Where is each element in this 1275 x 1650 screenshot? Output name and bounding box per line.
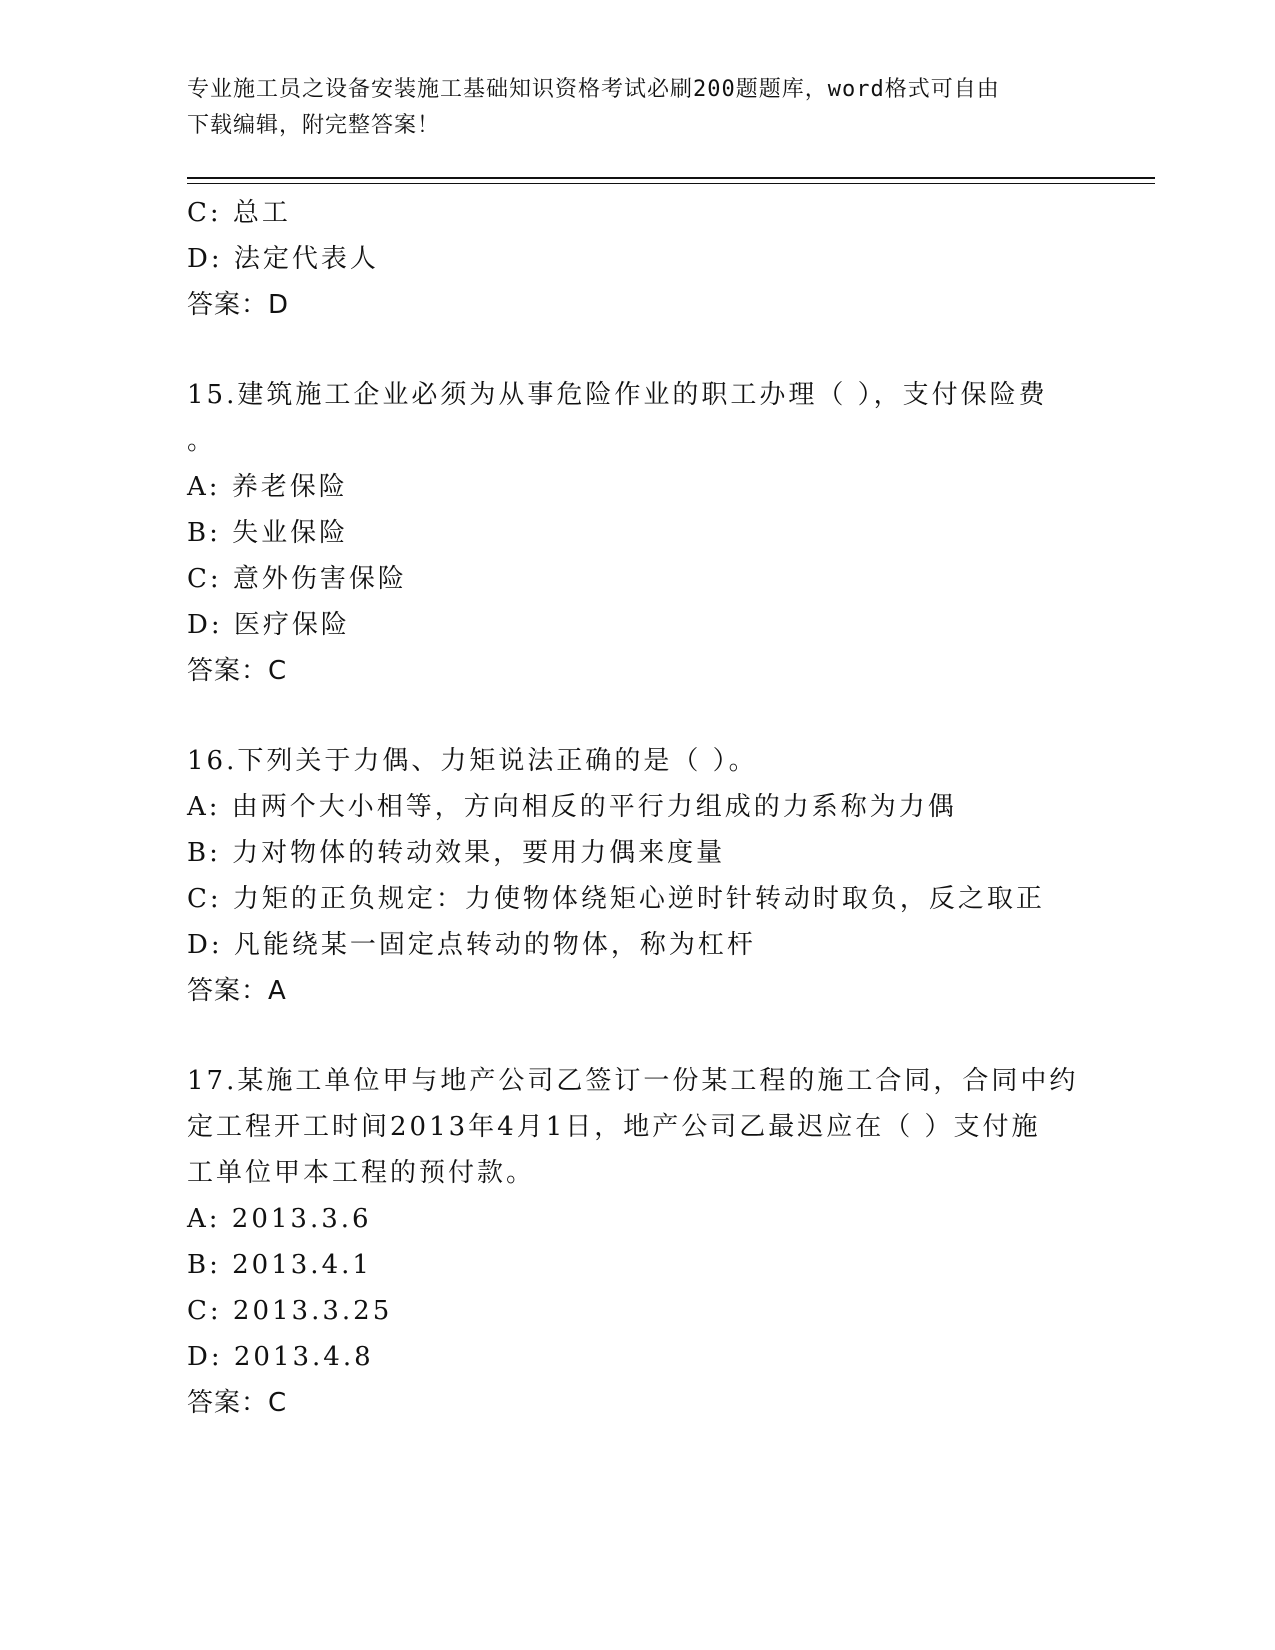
question-17 <box>187 1058 1087 1426</box>
q16-option-c: C: 力矩的正负规定：力使物体绕矩心逆时针转动时取负，反之取正 <box>187 884 1045 914</box>
q16-answer: 答案：A <box>187 976 287 1006</box>
q17-option-c: C: 2013.3.25 <box>187 1296 393 1326</box>
q16-stem: 16.下列关于力偶、力矩说法正确的是（ ）。 <box>187 746 758 776</box>
question-15 <box>187 372 1087 694</box>
q15-option-d: D: 医疗保险 <box>187 610 350 640</box>
q17-option-a: A: 2013.3.6 <box>187 1204 372 1234</box>
question-14-tail <box>187 190 1087 328</box>
question-16 <box>187 738 1087 1014</box>
q14-option-d: D: 法定代表人 <box>187 244 379 274</box>
q14-option-c: C: 总工 <box>187 198 291 228</box>
q17-answer: 答案：C <box>187 1388 288 1418</box>
q16-option-a: A: 由两个大小相等，方向相反的平行力组成的力系称为力偶 <box>187 792 957 822</box>
q16-option-b: B: 力对物体的转动效果，要用力偶来度量 <box>187 838 726 868</box>
header-rule-thin <box>187 183 1155 184</box>
q16-option-d: D: 凡能绕某一固定点转动的物体，称为杠杆 <box>187 930 756 960</box>
q17-option-d: D: 2013.4.8 <box>187 1342 374 1372</box>
document-header <box>187 72 1067 144</box>
q17-option-b: B: 2013.4.1 <box>187 1250 372 1280</box>
header-rule-thick <box>187 177 1155 179</box>
q17-stem-line-1: 17.某施工单位甲与地产公司乙签订一份某工程的施工合同，合同中约 <box>187 1066 1079 1096</box>
q14-answer: 答案：D <box>187 290 290 320</box>
q15-stem-line-1: 15.建筑施工企业必须为从事危险作业的职工办理（ ），支付保险费 <box>187 380 1048 410</box>
q17-stem-line-3: 工单位甲本工程的预付款。 <box>187 1158 536 1188</box>
header-line-2: 下载编辑，附完整答案！ <box>187 113 441 138</box>
header-line-1: 专业施工员之设备安装施工基础知识资格考试必刷200题题库，word格式可自由 <box>187 77 1000 102</box>
q15-stem-line-2: 。 <box>187 426 217 456</box>
q17-stem-line-2: 定工程开工时间2013年4月1日，地产公司乙最迟应在（ ）支付施 <box>187 1112 1041 1142</box>
q15-option-b: B: 失业保险 <box>187 518 349 548</box>
q15-answer: 答案：C <box>187 656 288 686</box>
q15-option-a: A: 养老保险 <box>187 472 348 502</box>
q15-option-c: C: 意外伤害保险 <box>187 564 407 594</box>
question-list <box>187 190 1087 1426</box>
